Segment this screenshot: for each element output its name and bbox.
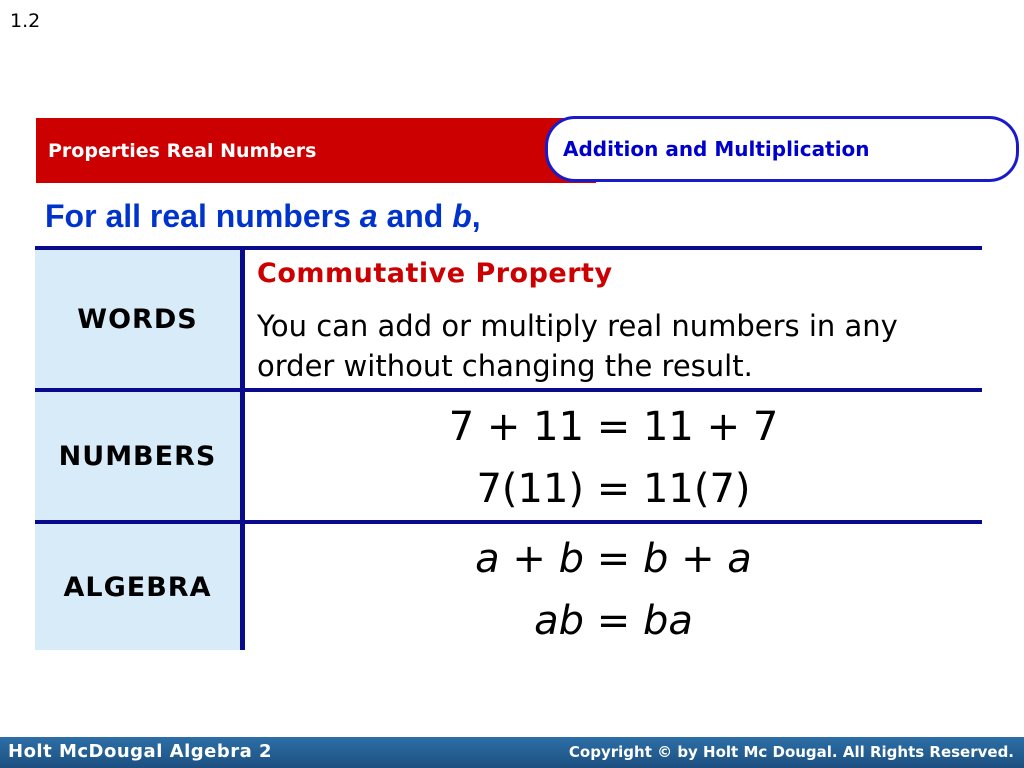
footer-bar xyxy=(0,737,1024,768)
numbers-content xyxy=(245,392,982,520)
intro-var-a: a xyxy=(359,198,378,234)
footer-book-title: Holt McDougal Algebra 2 xyxy=(8,741,273,762)
property-name: Commutative Property xyxy=(257,258,613,289)
slide-number: 1.2 xyxy=(10,10,41,32)
intro-prefix: For all real numbers xyxy=(45,198,360,234)
algebra-row xyxy=(35,520,982,650)
words-row xyxy=(35,246,982,388)
numbers-equation-addition: 7 + 11 = 11 + 7 xyxy=(448,404,779,450)
property-table xyxy=(35,246,982,650)
header-subtitle-pill xyxy=(545,116,1019,182)
header-title: Properties Real Numbers xyxy=(48,140,317,162)
numbers-row xyxy=(35,388,982,520)
algebra-equation-addition: a + b = b + a xyxy=(475,536,752,582)
intro-suffix: , xyxy=(471,198,481,234)
numbers-label: NUMBERS xyxy=(35,392,245,520)
footer-copyright: Copyright © by Holt Mc Dougal. All Rights Reserved. xyxy=(568,743,1014,761)
algebra-label: ALGEBRA xyxy=(35,524,245,650)
numbers-equation-multiplication: 7(11) = 11(7) xyxy=(476,466,751,512)
algebra-content xyxy=(245,524,982,650)
algebra-equation-multiplication: ab = ba xyxy=(534,598,693,644)
intro-statement xyxy=(45,198,481,235)
words-content xyxy=(245,250,982,388)
intro-middle: and xyxy=(377,198,453,234)
intro-var-b: b xyxy=(452,198,472,234)
words-label: WORDS xyxy=(35,250,245,388)
header-bar xyxy=(36,118,596,183)
property-description: You can add or multiply real numbers in any order without changing the result. xyxy=(257,309,898,383)
header-subtitle: Addition and Multiplication xyxy=(563,137,870,161)
